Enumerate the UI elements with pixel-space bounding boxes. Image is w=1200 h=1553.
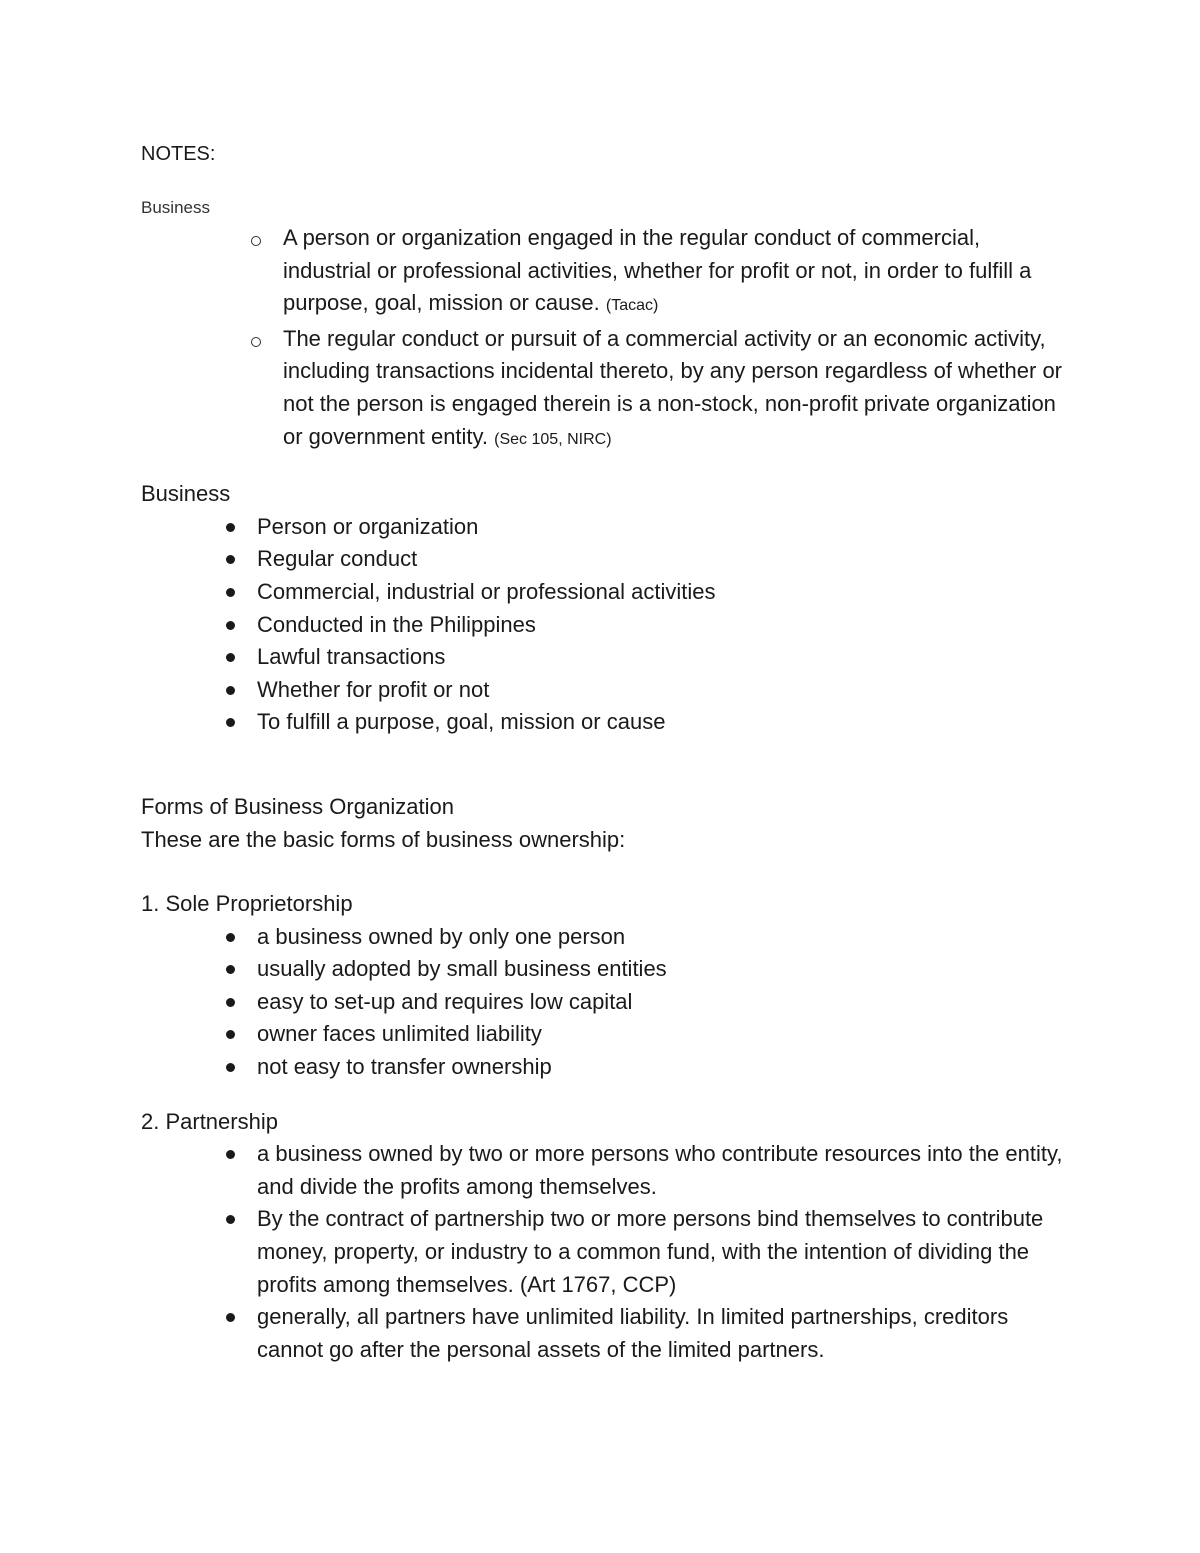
list-item [257,953,1071,986]
list-item [257,641,1071,674]
list-item [257,609,1071,642]
definition-citation: (Tacac) [605,297,659,315]
bullet-icon [226,718,235,727]
definition-text: A person or organization engaged in the regular conduct of commercial, industrial or professional activities, whether for profit or not, in order to fulfill a purpose, goal, mission or cause. [283,225,1032,316]
list-item [257,543,1071,576]
business-definitions-heading: Business [141,198,210,217]
bullet-icon [226,588,235,597]
list-item-text: easy to set-up and requires low capital [257,988,633,1014]
bullet-icon [226,1063,235,1072]
list-item-text: Conducted in the Philippines [257,611,536,637]
sole-proprietorship-heading: 1. Sole Proprietorship [141,891,353,917]
forms-intro: These are the basic forms of business ownership: [141,826,626,852]
business-elements-heading: Business [141,481,231,507]
list-item-text: Regular conduct [257,546,418,572]
bullet-icon [226,965,235,974]
list-item [257,1018,1071,1051]
sole-proprietorship-list [141,921,1071,1084]
notes-content [141,140,1071,1366]
bullet-icon [226,523,235,532]
list-item-text: owner faces unlimited liability [257,1021,542,1047]
bullet-icon [226,686,235,695]
business-definitions-list [141,222,1071,456]
list-item [257,1051,1071,1084]
partnership-heading: 2. Partnership [141,1108,278,1134]
list-item [257,1203,1071,1301]
list-item [257,1301,1071,1366]
list-item-text: Whether for profit or not [257,676,490,702]
list-item [257,706,1071,739]
bullet-icon [226,1150,235,1159]
bullet-icon [226,1313,235,1322]
list-item [257,511,1071,544]
notes-heading: NOTES: [141,143,216,165]
list-item [257,986,1071,1019]
list-item [257,1138,1071,1203]
bullet-icon [226,1030,235,1039]
list-item-text: a business owned by two or more persons who contribute resources into the entity, and divide the profits among themselves. [257,1141,1063,1199]
list-item-text: usually adopted by small business entities [257,956,667,982]
business-elements-list [141,511,1071,739]
list-item-text: generally, all partners have unlimited liability. In limited partnerships, creditors cannot go after the personal assets of the limited partners. [257,1304,1009,1362]
list-item [257,674,1071,707]
bullet-icon [226,621,235,630]
list-item-text: Lawful transactions [257,644,446,670]
list-item-text: Commercial, industrial or professional activities [257,578,716,604]
list-item [257,921,1071,954]
list-item [283,323,1071,456]
definition-citation: (Sec 105, NIRC) [494,430,612,448]
list-item-text: By the contract of partnership two or more persons bind themselves to contribute money, property, or industry to a common fund, with the intention of dividing the profits among themselves. (Art 1767, CCP) [257,1206,1044,1297]
list-item-text: To fulfill a purpose, goal, mission or cause [257,709,666,735]
list-item [257,576,1071,609]
partnership-list [141,1138,1071,1366]
bullet-icon [226,998,235,1007]
list-item-text: not easy to transfer ownership [257,1054,552,1080]
list-item-text: Person or organization [257,513,479,539]
bullet-icon [226,933,235,942]
bullet-icon [226,653,235,662]
definition-text: The regular conduct or pursuit of a commercial activity or an economic activity, including transactions incidental thereto, by any person regardless of whether or not the person is engaged therein is a non-stock, non-profit private organization or government entity. [283,325,1063,449]
list-item-text: a business owned by only one person [257,923,626,949]
bullet-icon [226,1215,235,1224]
list-item [283,222,1071,323]
forms-heading: Forms of Business Organization [141,793,455,819]
bullet-icon [226,555,235,564]
hollow-bullet-icon [251,337,261,347]
hollow-bullet-icon [251,236,261,246]
